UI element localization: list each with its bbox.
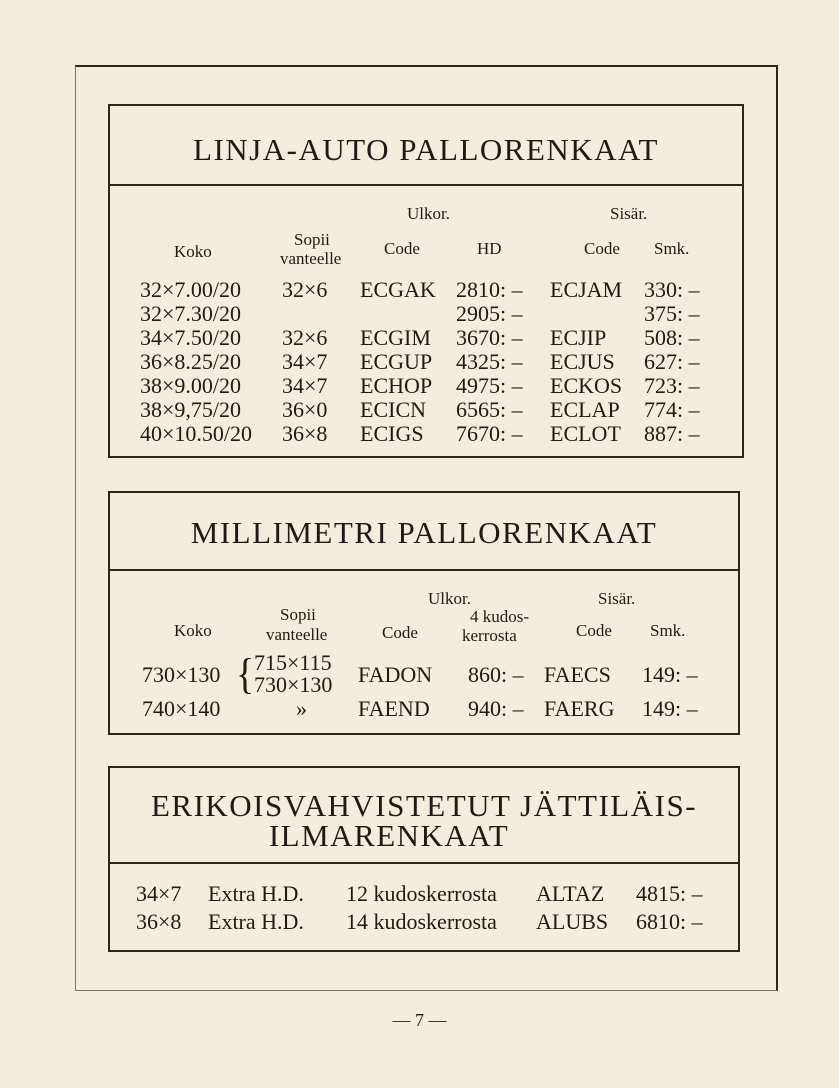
section-millimetri: MILLIMETRI PALLORENKAAT Ulkor. Sisär. Koko Sopii vanteelle Code 4 kudos- kerrosta Code Smk. 730×130 { 715×115 730×130 FADON 860: – FAECS 149: – 740×140 » FAEND 940: – FAERG 149: – [108, 491, 740, 735]
section-title: LINJA-AUTO PALLORENKAAT [193, 132, 659, 167]
col-size: Koko [174, 242, 212, 261]
col-outer-code: Code [384, 239, 420, 258]
divider [110, 569, 738, 571]
page-number: — 7 — [392, 1010, 447, 1030]
col-inner-price: Smk. [650, 621, 686, 640]
col-inner-code: Code [584, 239, 620, 258]
section-linja-auto: LINJA-AUTO PALLORENKAAT Ulkor. Sisär. Koko Sopii vanteelle Code HD Code Smk. 32×7.00/20 32×6 ECGAK 2810: – ECJAM 330: – 32×7.30/20 2905: – 375: – 34×7.50/20 32×6 ECGIM 3670: – ECJIP 508: – 36×8.25/20 34×7 ECGUP 4325: – ECJUS 627: – 38×9.00/20 34×7 ECHOP 4975: – ECKOS 723: – 38×9,75/20 36×0 ECICN 6565: – ECLAP 774: – 40×10.50/20 36×8 ECIGS 7670: – ECLOT 887: – [108, 104, 744, 458]
group-header-inner: Sisär. [598, 589, 636, 608]
col-rim-1: Sopii [294, 230, 330, 249]
section-title-line-2: ILMARENKAAT [268, 818, 510, 853]
col-outer-price: HD [477, 239, 502, 258]
brace: { [236, 649, 255, 699]
col-ply-1: 4 kudos- [470, 607, 530, 626]
group-header-inner: Sisär. [610, 204, 648, 223]
divider [110, 184, 742, 186]
col-rim-2: vanteelle [280, 249, 342, 268]
group-header-outer: Ulkor. [428, 589, 471, 608]
col-rim-2: vanteelle [266, 625, 328, 644]
col-rim-1: Sopii [280, 605, 316, 624]
col-inner-code: Code [576, 621, 612, 640]
col-ply-2: kerrosta [462, 626, 517, 645]
col-inner-price: Smk. [654, 239, 690, 258]
col-outer-code: Code [382, 623, 418, 642]
section-erikoisvahvistetut: ERIKOISVAHVISTETUT JÄTTILÄIS- ILMARENKAAT 34×7 Extra H.D. 12 kudoskerrosta ALTAZ 4815: – 36×8 Extra H.D. 14 kudoskerrosta ALUBS 6810: – [108, 766, 740, 952]
section-title-line-1: ERIKOISVAHVISTETUT JÄTTILÄIS- [150, 788, 698, 823]
divider [110, 862, 738, 864]
col-size: Koko [174, 621, 212, 640]
section-title: MILLIMETRI PALLORENKAAT [190, 515, 658, 550]
group-header-outer: Ulkor. [407, 204, 450, 223]
